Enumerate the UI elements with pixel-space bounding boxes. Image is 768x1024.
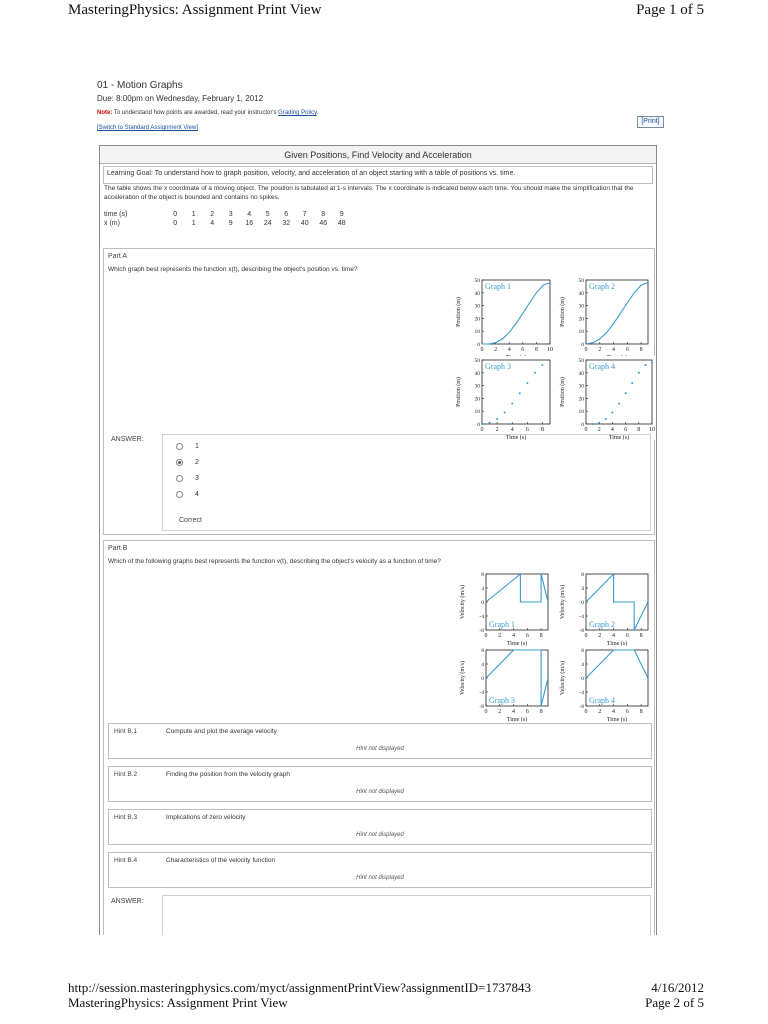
hint-title: Compute and plot the average velocity — [166, 728, 277, 735]
note-label: Note: — [97, 110, 113, 116]
part-a-choices — [176, 438, 199, 502]
x-axis-label: Time (s) — [606, 717, 628, 722]
y-axis-label: Velocity (m/s) — [460, 584, 466, 620]
print-button[interactable]: [Print] — [637, 116, 664, 128]
hint-title: Characteristics of the velocity function — [166, 857, 276, 864]
data-point — [644, 364, 646, 366]
part-a-label: Part A — [108, 253, 128, 260]
y-tick-label: 0 — [581, 600, 584, 606]
x-tick-label: 2 — [598, 347, 602, 353]
data-point — [625, 392, 627, 394]
y-tick-label: 30 — [474, 303, 480, 310]
y-tick-label: 0 — [477, 422, 480, 428]
hint-id: Hint B.1 — [114, 728, 138, 735]
y-tick-label: 20 — [474, 396, 480, 403]
x-tick-label: 6 — [525, 633, 529, 639]
y-axis-label: Velocity (m/s) — [560, 660, 566, 696]
x-tick-label: 4 — [612, 633, 616, 639]
y-tick-label: 0 — [581, 342, 584, 348]
data-point — [611, 411, 613, 413]
x-tick-label: 4 — [512, 633, 516, 639]
y-tick-label: -4 — [479, 690, 484, 696]
x-label: x (m) — [104, 220, 120, 227]
note-text: To understand how points are awarded, read your instructor's — [113, 110, 277, 116]
y-tick-label: 4 — [481, 662, 484, 668]
y-tick-label: 8 — [581, 648, 584, 654]
choice-label: 4 — [195, 490, 199, 498]
switch-view-link[interactable]: [Switch to Standard Assignment View] — [97, 125, 198, 131]
y-tick-label: 8 — [481, 572, 484, 578]
x-tick-label: 2 — [598, 633, 602, 639]
choice-2[interactable] — [176, 454, 199, 470]
y-tick-label: 0 — [477, 342, 480, 348]
y-tick-label: 10 — [474, 409, 480, 416]
data-point — [534, 372, 536, 374]
x-tick-label: 0 — [584, 709, 588, 715]
x-tick-label: 2 — [495, 427, 499, 433]
data-line — [586, 650, 648, 678]
grading-policy-link[interactable]: Grading Policy — [278, 110, 317, 116]
data-point — [605, 418, 607, 420]
y-axis-label: Position (m) — [560, 377, 566, 407]
y-axis-label: Position (m) — [560, 297, 566, 327]
x-cell: 9 — [228, 220, 233, 227]
part-b-answer-label: ANSWER: — [111, 898, 144, 905]
x-cell: 4 — [210, 220, 215, 227]
x-tick-label: 0 — [584, 633, 588, 639]
y-tick-label: 10 — [578, 409, 584, 416]
graph-title: Graph 3 — [485, 362, 511, 371]
y-tick-label: 40 — [578, 370, 584, 377]
data-point — [631, 382, 633, 384]
time-cell: 6 — [284, 211, 289, 218]
data-point — [511, 403, 513, 405]
problem-title: Given Positions, Find Velocity and Acceleration — [100, 146, 656, 164]
part-b-question: Which of the following graphs best represents the function v(t), describing the object's velocity as a function of time? — [108, 558, 441, 565]
y-axis-label: Velocity (m/s) — [560, 584, 566, 620]
hint-b1[interactable] — [108, 723, 652, 759]
y-tick-label: 4 — [581, 586, 584, 592]
x-tick-label: 4 — [612, 709, 616, 715]
part-b-graph-4 — [556, 646, 652, 722]
data-line — [586, 283, 648, 344]
y-tick-label: 20 — [474, 316, 480, 323]
x-cell: 16 — [245, 220, 254, 227]
part-b-graph-3 — [456, 646, 552, 722]
y-tick-label: 30 — [578, 303, 584, 310]
x-row — [104, 219, 351, 228]
hint-status: Hint not displayed — [356, 789, 404, 795]
data-point — [526, 382, 528, 384]
data-line — [482, 283, 550, 344]
x-tick-label: 2 — [498, 633, 502, 639]
part-a-graph-4 — [556, 356, 656, 440]
y-tick-label: 4 — [581, 662, 584, 668]
y-tick-label: 0 — [481, 676, 484, 682]
graph-title: Graph 4 — [589, 362, 615, 371]
hint-b4[interactable] — [108, 852, 652, 888]
data-point — [592, 423, 594, 425]
hint-b2[interactable] — [108, 766, 652, 802]
y-tick-label: 10 — [578, 329, 584, 336]
y-tick-label: 20 — [578, 396, 584, 403]
time-cell: 8 — [321, 211, 326, 218]
y-tick-label: 4 — [481, 586, 484, 592]
grading-note — [97, 110, 318, 116]
part-a-feedback: Correct — [179, 517, 202, 524]
x-tick-label: 10 — [649, 427, 655, 433]
x-tick-label: 4 — [610, 427, 614, 433]
part-a-graph-2 — [556, 276, 652, 360]
y-tick-label: 40 — [474, 290, 480, 297]
y-tick-label: 50 — [578, 358, 584, 364]
time-cell: 0 — [173, 211, 178, 218]
y-tick-label: 30 — [474, 383, 480, 390]
time-cell: 9 — [339, 211, 344, 218]
data-line — [486, 574, 548, 602]
hint-status: Hint not displayed — [356, 832, 404, 838]
hint-id: Hint B.2 — [114, 771, 138, 778]
x-tick-label: 8 — [534, 347, 538, 353]
page-header-title: MasteringPhysics: Assignment Print View — [68, 2, 322, 18]
data-point — [618, 403, 620, 405]
choice-label: 3 — [195, 474, 199, 482]
radio-choice-3[interactable] — [176, 475, 183, 482]
choice-3[interactable] — [176, 470, 199, 486]
x-tick-label: 0 — [480, 427, 484, 433]
data-point — [519, 392, 521, 394]
y-tick-label: -4 — [579, 690, 584, 696]
x-tick-label: 8 — [639, 633, 643, 639]
time-cell: 7 — [302, 211, 307, 218]
x-tick-label: 8 — [539, 633, 543, 639]
x-axis-label: Time (s) — [505, 355, 527, 360]
graph-title: Graph 2 — [589, 282, 615, 291]
hint-id: Hint B.3 — [114, 814, 138, 821]
y-tick-label: 40 — [578, 290, 584, 297]
radio-choice-2[interactable] — [176, 459, 183, 466]
graph-title: Graph 1 — [485, 282, 511, 291]
x-cell: 24 — [263, 220, 272, 227]
x-tick-label: 6 — [625, 347, 629, 353]
data-point — [541, 364, 543, 366]
y-tick-label: 0 — [581, 676, 584, 682]
next-page-header-number: Page 2 of 5 — [645, 995, 704, 1010]
part-b-answer-box — [162, 895, 651, 935]
x-cell: 48 — [337, 220, 346, 227]
time-label: time (s) — [104, 211, 128, 218]
x-tick-label: 0 — [584, 347, 588, 353]
time-cell: 2 — [210, 211, 215, 218]
data-point — [598, 422, 600, 424]
hint-status: Hint not displayed — [356, 746, 404, 752]
data-point — [651, 362, 653, 364]
choice-label: 2 — [195, 458, 199, 466]
note-end: . — [316, 110, 319, 116]
x-tick-label: 6 — [625, 709, 629, 715]
y-tick-label: -8 — [579, 628, 584, 634]
choice-4[interactable] — [176, 486, 199, 502]
footer-date: 4/16/2012 — [651, 980, 704, 995]
x-tick-label: 0 — [484, 709, 488, 715]
y-tick-label: 50 — [578, 278, 584, 284]
x-tick-label: 8 — [539, 709, 543, 715]
footer-url: http://session.masteringphysics.com/myct/assignmentPrintView?assignmentID=1737843 — [68, 980, 531, 995]
time-cell: 1 — [191, 211, 196, 218]
graph-title: Graph 4 — [589, 696, 615, 705]
y-axis-label: Velocity (m/s) — [460, 660, 466, 696]
x-tick-label: 6 — [525, 427, 529, 433]
hint-title: Implications of zero velocity — [166, 814, 246, 821]
x-axis-label: Time (s) — [506, 641, 528, 646]
y-axis-label: Position (m) — [456, 297, 462, 327]
x-axis-label: Time (s) — [606, 355, 628, 360]
radio-choice-1[interactable] — [176, 443, 183, 450]
x-tick-label: 8 — [639, 347, 643, 353]
assignment-due: Due: 8:00pm on Wednesday, February 1, 2012 — [97, 94, 264, 103]
x-axis-label: Time (s) — [608, 435, 630, 440]
y-axis-label: Position (m) — [456, 377, 462, 407]
y-tick-label: 8 — [481, 648, 484, 654]
part-a-answer-label: ANSWER: — [111, 436, 144, 443]
hint-b3[interactable] — [108, 809, 652, 845]
time-cell: 5 — [265, 211, 270, 218]
part-a-question: Which graph best represents the function x(t), describing the object's position vs. time? — [108, 266, 358, 273]
x-tick-label: 4 — [510, 427, 514, 433]
graph-title: Graph 1 — [489, 620, 515, 629]
hint-title: Finding the position from the velocity graph — [166, 771, 290, 778]
part-a-answer-box — [162, 434, 651, 531]
part-b-graph-1 — [456, 570, 552, 646]
y-tick-label: 0 — [581, 422, 584, 428]
x-axis-label: Time (s) — [505, 435, 527, 440]
y-tick-label: 30 — [578, 383, 584, 390]
x-tick-label: 0 — [484, 633, 488, 639]
data-point — [638, 372, 640, 374]
time-cell: 4 — [247, 211, 252, 218]
y-tick-label: -8 — [479, 704, 484, 710]
x-tick-label: 10 — [547, 347, 553, 353]
time-row — [104, 210, 351, 219]
part-b-graph-2 — [556, 570, 652, 646]
x-tick-label: 8 — [639, 709, 643, 715]
assignment-title: 01 - Motion Graphs — [97, 80, 183, 91]
x-cell: 32 — [282, 220, 291, 227]
x-tick-label: 2 — [598, 709, 602, 715]
x-tick-label: 4 — [507, 347, 511, 353]
data-point — [481, 423, 483, 425]
hint-status: Hint not displayed — [356, 875, 404, 881]
graph-title: Graph 2 — [589, 620, 615, 629]
x-cell: 46 — [319, 220, 328, 227]
x-tick-label: 4 — [612, 347, 616, 353]
time-cell: 3 — [228, 211, 233, 218]
x-tick-label: 6 — [624, 427, 628, 433]
x-tick-label: 6 — [525, 709, 529, 715]
y-tick-label: 0 — [481, 600, 484, 606]
y-tick-label: 10 — [474, 329, 480, 336]
x-tick-label: 8 — [540, 427, 544, 433]
part-b-label: Part B — [108, 545, 128, 552]
choice-label: 1 — [195, 442, 199, 450]
y-tick-label: 50 — [474, 358, 480, 364]
x-tick-label: 4 — [512, 709, 516, 715]
y-tick-label: 50 — [474, 278, 480, 284]
x-axis-label: Time (s) — [506, 717, 528, 722]
learning-goal: Learning Goal: To understand how to graph position, velocity, and acceleration of an object starting with a table of positions vs. time. — [107, 170, 516, 177]
y-tick-label: -8 — [579, 704, 584, 710]
x-cell: 0 — [173, 220, 178, 227]
hint-id: Hint B.4 — [114, 857, 138, 864]
x-cell: 40 — [300, 220, 309, 227]
problem-description: The table shows the x coordinate of a moving object. The position is tabulated at 1-s intervals. The x coordinate is indicated below each time. You should make the simplification that the acceleration of the object is bounded and contains no spikes. — [104, 185, 634, 201]
y-tick-label: 8 — [581, 572, 584, 578]
x-tick-label: 6 — [521, 347, 525, 353]
y-tick-label: -8 — [479, 628, 484, 634]
x-tick-label: 6 — [625, 633, 629, 639]
x-tick-label: 0 — [480, 347, 484, 353]
data-point — [496, 418, 498, 420]
graph-title: Graph 3 — [489, 696, 515, 705]
y-tick-label: -4 — [479, 614, 484, 620]
y-tick-label: 20 — [578, 316, 584, 323]
data-point — [504, 411, 506, 413]
choice-1[interactable] — [176, 438, 199, 454]
x-tick-label: 2 — [498, 709, 502, 715]
part-a-graph-1 — [452, 276, 554, 360]
y-tick-label: -4 — [579, 614, 584, 620]
radio-choice-4[interactable] — [176, 491, 183, 498]
x-tick-label: 2 — [494, 347, 498, 353]
x-cell: 1 — [191, 220, 196, 227]
page-header-number: Page 1 of 5 — [636, 2, 704, 18]
data-point — [489, 422, 491, 424]
x-axis-label: Time (s) — [606, 641, 628, 646]
x-tick-label: 2 — [597, 427, 601, 433]
x-tick-label: 8 — [637, 427, 641, 433]
part-a-graph-3 — [452, 356, 554, 440]
position-table — [104, 210, 351, 228]
y-tick-label: 40 — [474, 370, 480, 377]
next-page-header-title: MasteringPhysics: Assignment Print View — [68, 995, 288, 1010]
x-tick-label: 0 — [584, 427, 588, 433]
